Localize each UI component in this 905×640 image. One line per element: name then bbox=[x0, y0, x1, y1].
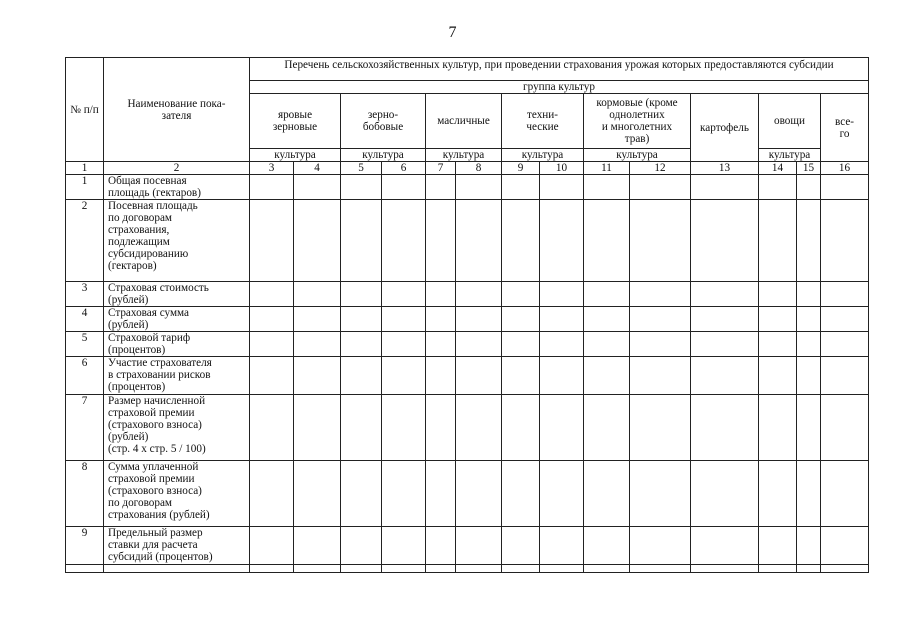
row-label: Размер начисленной страховой премии (страхового взноса) (рублей) (стр. 4 х стр. 5 / 100) bbox=[104, 395, 250, 461]
value-cell[interactable] bbox=[456, 307, 502, 332]
value-cell[interactable] bbox=[382, 307, 426, 332]
value-cell[interactable] bbox=[341, 200, 382, 282]
value-cell[interactable] bbox=[456, 461, 502, 527]
col-number: 4 bbox=[294, 162, 341, 175]
value-cell[interactable] bbox=[540, 307, 584, 332]
row-label: Сумма уплаченной страховой премии (страхового взноса) по договорам страхования (рублей) bbox=[104, 461, 250, 527]
culture-label: культура bbox=[584, 149, 691, 162]
row-label: Общая посевная площадь (гектаров) bbox=[104, 175, 250, 200]
list-title: Перечень сельскохозяйственных культур, при проведении страхования урожая которых предоставляются субсидии bbox=[250, 58, 869, 81]
table-row bbox=[66, 461, 869, 527]
culture-label: культура bbox=[341, 149, 426, 162]
value-cell[interactable] bbox=[456, 332, 502, 357]
value-cell[interactable] bbox=[426, 175, 456, 200]
value-cell[interactable] bbox=[584, 307, 630, 332]
value-cell[interactable] bbox=[341, 461, 382, 527]
value-cell[interactable] bbox=[797, 461, 821, 527]
col-number: 9 bbox=[502, 162, 540, 175]
value-cell[interactable] bbox=[250, 332, 294, 357]
value-cell[interactable] bbox=[797, 527, 821, 565]
value-cell[interactable] bbox=[540, 461, 584, 527]
value-cell[interactable] bbox=[691, 175, 759, 200]
value-cell[interactable] bbox=[540, 332, 584, 357]
row-number: 6 bbox=[66, 357, 104, 395]
culture-label: культура bbox=[759, 149, 821, 162]
value-cell[interactable] bbox=[250, 200, 294, 282]
value-cell[interactable] bbox=[691, 527, 759, 565]
table-row bbox=[66, 332, 869, 357]
value-cell[interactable] bbox=[294, 527, 341, 565]
value-cell[interactable] bbox=[691, 307, 759, 332]
value-cell[interactable] bbox=[502, 175, 540, 200]
value-cell[interactable] bbox=[382, 357, 426, 395]
value-cell[interactable] bbox=[294, 175, 341, 200]
value-cell[interactable] bbox=[426, 461, 456, 527]
row-label: Страховая стоимость (рублей) bbox=[104, 282, 250, 307]
value-cell[interactable] bbox=[584, 200, 630, 282]
value-cell[interactable] bbox=[540, 200, 584, 282]
value-cell[interactable] bbox=[502, 357, 540, 395]
value-cell[interactable] bbox=[759, 332, 797, 357]
value-cell[interactable] bbox=[294, 307, 341, 332]
row-number: 1 bbox=[66, 175, 104, 200]
header-num: № п/п bbox=[66, 58, 104, 162]
value-cell[interactable] bbox=[382, 332, 426, 357]
value-cell[interactable] bbox=[341, 357, 382, 395]
value-cell[interactable] bbox=[456, 282, 502, 307]
value-cell[interactable] bbox=[341, 282, 382, 307]
group-fodder: кормовые (кроме однолетних и многолетних трав) bbox=[584, 94, 691, 149]
value-cell[interactable] bbox=[630, 461, 691, 527]
value-cell[interactable] bbox=[584, 461, 630, 527]
value-cell[interactable] bbox=[456, 175, 502, 200]
value-cell[interactable] bbox=[797, 200, 821, 282]
col-number: 1 bbox=[66, 162, 104, 175]
value-cell[interactable] bbox=[584, 282, 630, 307]
row-label: Страховая сумма (рублей) bbox=[104, 307, 250, 332]
value-cell[interactable] bbox=[456, 357, 502, 395]
value-cell[interactable] bbox=[821, 461, 869, 527]
value-cell[interactable] bbox=[630, 200, 691, 282]
value-cell[interactable] bbox=[759, 282, 797, 307]
row-label: Предельный размер ставки для расчета субсидий (процентов) bbox=[104, 527, 250, 565]
col-number: 14 bbox=[759, 162, 797, 175]
value-cell[interactable] bbox=[426, 395, 456, 461]
value-cell[interactable] bbox=[584, 395, 630, 461]
col-number: 6 bbox=[382, 162, 426, 175]
value-cell[interactable] bbox=[797, 175, 821, 200]
trailing-blank-row bbox=[66, 565, 869, 573]
value-cell[interactable] bbox=[630, 282, 691, 307]
value-cell[interactable] bbox=[341, 307, 382, 332]
value-cell[interactable] bbox=[341, 332, 382, 357]
col-number: 2 bbox=[104, 162, 250, 175]
value-cell[interactable] bbox=[691, 332, 759, 357]
value-cell[interactable] bbox=[502, 282, 540, 307]
value-cell[interactable] bbox=[691, 461, 759, 527]
value-cell[interactable] bbox=[797, 332, 821, 357]
value-cell[interactable] bbox=[584, 527, 630, 565]
value-cell[interactable] bbox=[294, 395, 341, 461]
value-cell[interactable] bbox=[540, 357, 584, 395]
col-number: 5 bbox=[341, 162, 382, 175]
row-label: Страховой тариф (процентов) bbox=[104, 332, 250, 357]
culture-label: культура bbox=[250, 149, 341, 162]
value-cell[interactable] bbox=[250, 175, 294, 200]
value-cell[interactable] bbox=[821, 282, 869, 307]
value-cell[interactable] bbox=[630, 357, 691, 395]
culture-label: культура bbox=[426, 149, 502, 162]
group-legumes: зерно- бобовые bbox=[341, 94, 426, 149]
row-number: 2 bbox=[66, 200, 104, 282]
value-cell[interactable] bbox=[502, 527, 540, 565]
value-cell[interactable] bbox=[691, 200, 759, 282]
value-cell[interactable] bbox=[540, 175, 584, 200]
value-cell[interactable] bbox=[759, 200, 797, 282]
value-cell[interactable] bbox=[797, 282, 821, 307]
value-cell[interactable] bbox=[691, 357, 759, 395]
row-number: 9 bbox=[66, 527, 104, 565]
value-cell[interactable] bbox=[294, 282, 341, 307]
value-cell[interactable] bbox=[759, 357, 797, 395]
value-cell[interactable] bbox=[341, 527, 382, 565]
value-cell[interactable] bbox=[294, 357, 341, 395]
value-cell[interactable] bbox=[502, 332, 540, 357]
col-number: 15 bbox=[797, 162, 821, 175]
value-cell[interactable] bbox=[759, 175, 797, 200]
value-cell[interactable] bbox=[821, 357, 869, 395]
value-cell[interactable] bbox=[502, 200, 540, 282]
value-cell[interactable] bbox=[294, 332, 341, 357]
subsidy-table bbox=[65, 57, 869, 573]
column-number-row bbox=[66, 162, 869, 175]
crop-group: группа культур bbox=[250, 81, 869, 94]
value-cell[interactable] bbox=[584, 332, 630, 357]
col-number: 13 bbox=[691, 162, 759, 175]
table-row bbox=[66, 282, 869, 307]
value-cell[interactable] bbox=[630, 395, 691, 461]
page-number: 7 bbox=[448, 24, 457, 41]
value-cell[interactable] bbox=[821, 332, 869, 357]
value-cell[interactable] bbox=[456, 200, 502, 282]
row-number: 8 bbox=[66, 461, 104, 527]
row-number: 4 bbox=[66, 307, 104, 332]
row-label: Участие страхователя в страховании рисков (процентов) bbox=[104, 357, 250, 395]
value-cell[interactable] bbox=[250, 395, 294, 461]
value-cell[interactable] bbox=[821, 200, 869, 282]
col-number: 12 bbox=[630, 162, 691, 175]
value-cell[interactable] bbox=[540, 282, 584, 307]
value-cell[interactable] bbox=[426, 200, 456, 282]
group-potato: картофель bbox=[691, 94, 759, 162]
row-number: 5 bbox=[66, 332, 104, 357]
culture-label: культура bbox=[502, 149, 584, 162]
group-total: все- го bbox=[821, 94, 869, 162]
col-number: 3 bbox=[250, 162, 294, 175]
value-cell[interactable] bbox=[382, 395, 426, 461]
table-row bbox=[66, 307, 869, 332]
value-cell[interactable] bbox=[382, 175, 426, 200]
table-row bbox=[66, 357, 869, 395]
row-number: 7 bbox=[66, 395, 104, 461]
col-number: 11 bbox=[584, 162, 630, 175]
table-row bbox=[66, 175, 869, 200]
value-cell[interactable] bbox=[250, 357, 294, 395]
value-cell[interactable] bbox=[426, 307, 456, 332]
header-name: Наименование пока- зателя bbox=[104, 58, 250, 162]
col-number: 7 bbox=[426, 162, 456, 175]
value-cell[interactable] bbox=[250, 527, 294, 565]
value-cell[interactable] bbox=[759, 527, 797, 565]
value-cell[interactable] bbox=[691, 282, 759, 307]
value-cell[interactable] bbox=[797, 395, 821, 461]
value-cell[interactable] bbox=[426, 527, 456, 565]
table-body bbox=[66, 175, 869, 565]
value-cell[interactable] bbox=[759, 307, 797, 332]
value-cell[interactable] bbox=[341, 395, 382, 461]
group-vegetables: овощи bbox=[759, 94, 821, 149]
group-technical: техни- ческие bbox=[502, 94, 584, 149]
table-row bbox=[66, 527, 869, 565]
value-cell[interactable] bbox=[382, 282, 426, 307]
group-oilseeds: масличные bbox=[426, 94, 502, 149]
value-cell[interactable] bbox=[382, 461, 426, 527]
value-cell[interactable] bbox=[630, 527, 691, 565]
value-cell[interactable] bbox=[630, 332, 691, 357]
value-cell[interactable] bbox=[821, 527, 869, 565]
value-cell[interactable] bbox=[294, 200, 341, 282]
value-cell[interactable] bbox=[456, 395, 502, 461]
group-spring-grain: яровые зерновые bbox=[250, 94, 341, 149]
value-cell[interactable] bbox=[382, 527, 426, 565]
table-row bbox=[66, 200, 869, 282]
value-cell[interactable] bbox=[759, 461, 797, 527]
table-row bbox=[66, 395, 869, 461]
value-cell[interactable] bbox=[250, 461, 294, 527]
value-cell[interactable] bbox=[250, 282, 294, 307]
value-cell[interactable] bbox=[502, 395, 540, 461]
value-cell[interactable] bbox=[584, 357, 630, 395]
value-cell[interactable] bbox=[797, 307, 821, 332]
value-cell[interactable] bbox=[821, 175, 869, 200]
value-cell[interactable] bbox=[250, 307, 294, 332]
value-cell[interactable] bbox=[502, 307, 540, 332]
value-cell[interactable] bbox=[382, 200, 426, 282]
row-label: Посевная площадь по договорам страхования, подлежащим субсидированию (гектаров) bbox=[104, 200, 250, 282]
col-number: 16 bbox=[821, 162, 869, 175]
value-cell[interactable] bbox=[797, 357, 821, 395]
value-cell[interactable] bbox=[630, 307, 691, 332]
value-cell[interactable] bbox=[426, 332, 456, 357]
value-cell[interactable] bbox=[691, 395, 759, 461]
row-number: 3 bbox=[66, 282, 104, 307]
col-number: 8 bbox=[456, 162, 502, 175]
value-cell[interactable] bbox=[821, 307, 869, 332]
value-cell[interactable] bbox=[540, 395, 584, 461]
value-cell[interactable] bbox=[630, 175, 691, 200]
value-cell[interactable] bbox=[584, 175, 630, 200]
value-cell[interactable] bbox=[426, 282, 456, 307]
value-cell[interactable] bbox=[821, 395, 869, 461]
value-cell[interactable] bbox=[502, 461, 540, 527]
value-cell[interactable] bbox=[456, 527, 502, 565]
col-number: 10 bbox=[540, 162, 584, 175]
value-cell[interactable] bbox=[341, 175, 382, 200]
value-cell[interactable] bbox=[759, 395, 797, 461]
value-cell[interactable] bbox=[426, 357, 456, 395]
value-cell[interactable] bbox=[540, 527, 584, 565]
value-cell[interactable] bbox=[294, 461, 341, 527]
